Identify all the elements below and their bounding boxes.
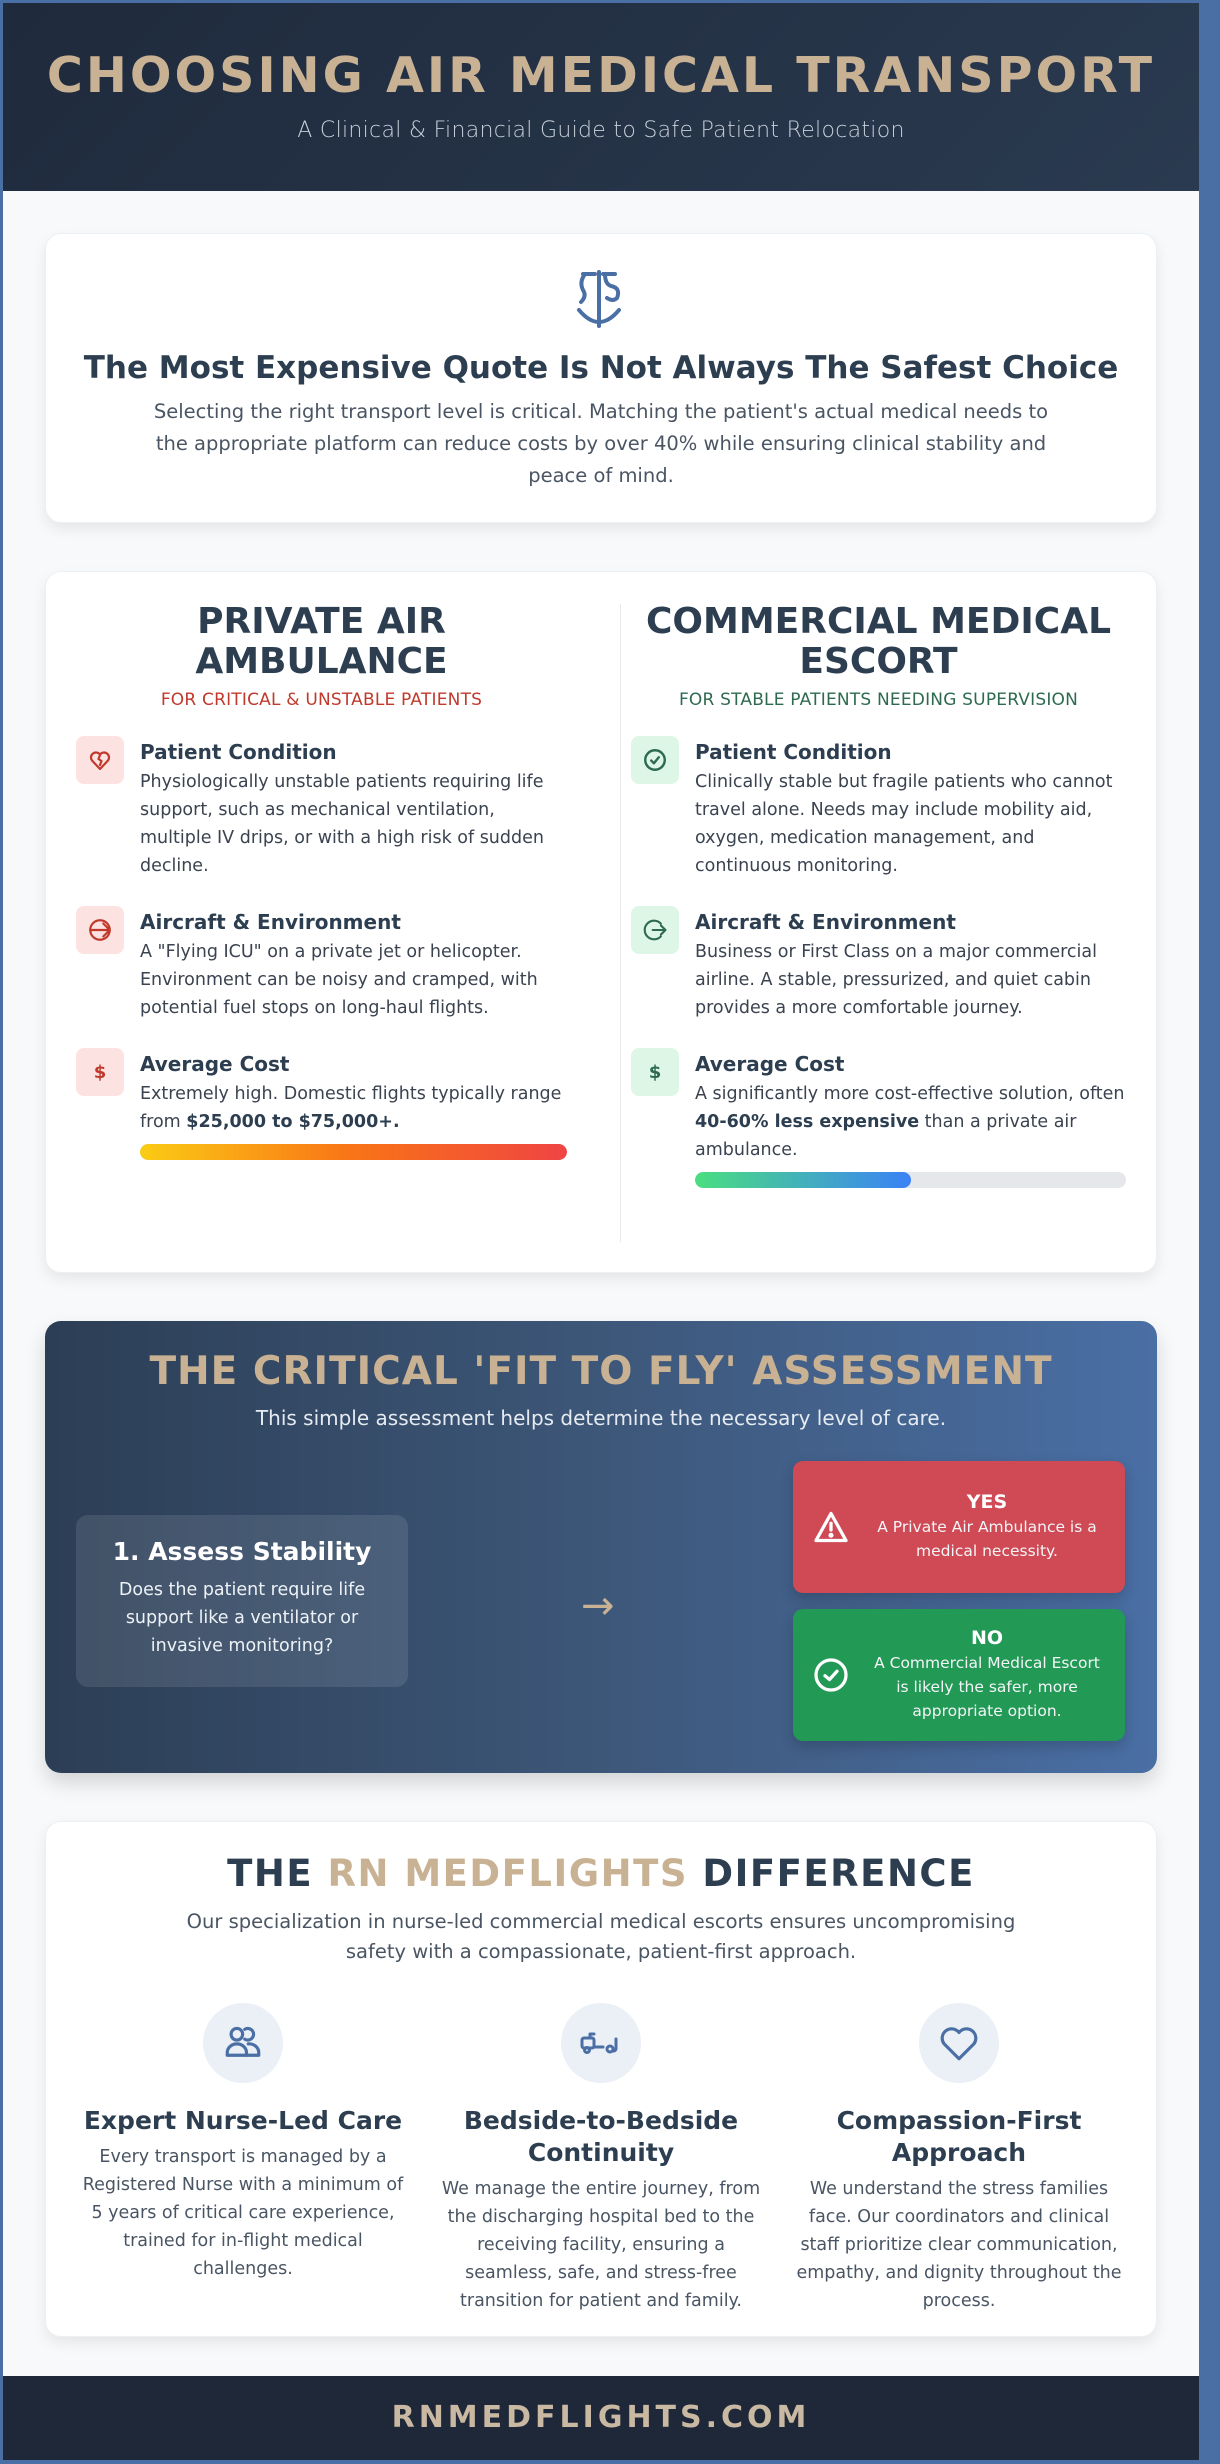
medical-caduceus-icon — [46, 268, 1156, 330]
outcome-label: NO — [970, 1627, 1004, 1649]
brand-name: RN MEDFLIGHTS — [327, 1852, 688, 1895]
feature-title: Average Cost — [695, 1052, 845, 1076]
assessment-title: THE CRITICAL 'FIT TO FLY' ASSESSMENT — [149, 1349, 1053, 1394]
arrow-circle-right-icon — [76, 906, 124, 954]
assess-stability-step — [76, 1515, 408, 1687]
commercial-medical-escort-column — [601, 572, 1156, 1272]
check-circle-icon — [631, 736, 679, 784]
heart-broken-icon — [76, 736, 124, 784]
column-title: PRIVATE AIR AMBULANCE — [195, 601, 448, 682]
heart-icon — [919, 2003, 999, 2083]
feature-text: Physiologically unstable patients requiring life support, such as mechanical ventilation, multiple IV drips, or with a high risk of sudden decline. — [140, 772, 544, 876]
feature-text: A significantly more cost-effective solution, often 40-60% less expensive than a private air ambulance. — [695, 1084, 1125, 1160]
assessment-subtitle: This simple assessment helps determine the necessary level of care. — [255, 1406, 947, 1430]
pillars — [46, 1967, 1156, 2315]
feature-title: Average Cost — [140, 1052, 290, 1076]
feature-text: A "Flying ICU" on a private jet or helicopter. Environment can be noisy and cramped, with potential fuel stops on long-haul flights. — [140, 942, 538, 1018]
cost-range: $25,000 to $75,000+. — [186, 1112, 400, 1132]
dollar-icon: $ — [76, 1048, 124, 1096]
warning-triangle-icon — [793, 1510, 869, 1544]
cost-bar — [140, 1144, 567, 1160]
feature-average-cost — [76, 1052, 567, 1160]
users-icon — [203, 2003, 283, 2083]
comparison-card — [45, 571, 1157, 1273]
feature-title: Patient Condition — [140, 740, 337, 764]
feature-average-cost — [631, 1052, 1126, 1188]
fit-to-fly-assessment — [45, 1321, 1157, 1773]
column-title: COMMERCIAL MEDICAL ESCORT — [645, 601, 1112, 682]
cost-bar-fill — [140, 1144, 567, 1160]
step-title: 1. Assess Stability — [112, 1537, 372, 1566]
pillar-title: Bedside-to-Bedside Continuity — [463, 2106, 739, 2167]
pillar-nurse-led-care — [76, 2003, 410, 2315]
feature-title: Patient Condition — [695, 740, 892, 764]
feature-patient-condition — [76, 740, 567, 880]
page-subtitle: A Clinical & Financial Guide to Safe Patient Relocation — [297, 118, 905, 143]
check-circle-icon — [793, 1657, 869, 1693]
dollar-icon: $ — [631, 1048, 679, 1096]
outcome-no — [793, 1609, 1125, 1741]
cost-bar-fill — [695, 1172, 911, 1188]
pillar-bedside-continuity — [434, 2003, 768, 2315]
feature-text: Extremely high. Domestic flights typically range from $25,000 to $75,000+. — [140, 1084, 562, 1132]
arrow-right-icon: → — [581, 1583, 615, 1629]
intro-card — [45, 233, 1157, 523]
intro-body: Selecting the right transport level is critical. Matching the patient's actual medical needs to the appropriate platform can reduce costs by over 40% while ensuring clinical stability and peace of mind. — [153, 400, 1049, 487]
outcome-yes — [793, 1461, 1125, 1593]
feature-title: Aircraft & Environment — [140, 910, 401, 934]
pillar-title: Expert Nurse-Led Care — [83, 2106, 403, 2135]
difference-title: THE RN MEDFLIGHTS DIFFERENCE — [227, 1852, 975, 1895]
website-link[interactable]: RNMEDFLIGHTS.COM — [391, 2400, 811, 2435]
outcome-text: A Private Air Ambulance is a medical necessity. — [877, 1518, 1097, 1560]
feature-title: Aircraft & Environment — [695, 910, 956, 934]
private-air-ambulance-column — [46, 572, 601, 1272]
intro-heading: The Most Expensive Quote Is Not Always The Safest Choice — [83, 350, 1119, 386]
feature-text: Business or First Class on a major commercial airline. A stable, pressurized, and quiet cabin provides a more comfortable journey. — [695, 942, 1098, 1018]
column-tag: FOR STABLE PATIENTS NEEDING SUPERVISION — [678, 690, 1079, 710]
outcome-text: A Commercial Medical Escort is likely the safer, more appropriate option. — [874, 1654, 1100, 1720]
infographic-page — [3, 3, 1199, 2460]
pillar-text: We understand the stress families face. Our coordinators and clinical staff prioritize clear communication, empathy, and dignity throughout the process. — [796, 2179, 1122, 2311]
difference-subtitle: Our specialization in nurse-led commercial medical escorts ensures uncompromising safety with a compassionate, patient-first approach. — [186, 1910, 1016, 1963]
outcome-label: YES — [966, 1491, 1008, 1513]
pillar-text: Every transport is managed by a Registered Nurse with a minimum of 5 years of critical care experience, trained for in-flight medical challenges. — [82, 2147, 404, 2279]
rn-medflights-difference-card — [45, 1821, 1157, 2337]
feature-aircraft-environment — [631, 910, 1126, 1022]
feature-text: Clinically stable but fragile patients who cannot travel alone. Needs may include mobility aid, oxygen, medication management, and continuous monitoring. — [695, 772, 1113, 876]
column-tag: FOR CRITICAL & UNSTABLE PATIENTS — [160, 690, 483, 710]
wheelchair-transfer-icon — [561, 2003, 641, 2083]
feature-patient-condition — [631, 740, 1126, 880]
step-question: Does the patient require life support like a ventilator or invasive monitoring? — [118, 1580, 366, 1656]
savings-range: 40-60% less expensive — [695, 1112, 920, 1132]
arrow-rotate-right-icon — [631, 906, 679, 954]
page-footer — [3, 2376, 1199, 2460]
pillar-text: We manage the entire journey, from the discharging hospital bed to the receiving facility, ensuring a seamless, safe, and stress-free transition for patient and family. — [441, 2179, 761, 2311]
pillar-compassion-first — [792, 2003, 1126, 2315]
cost-bar — [695, 1172, 1126, 1188]
pillar-title: Compassion-First Approach — [836, 2106, 1082, 2167]
feature-aircraft-environment — [76, 910, 567, 1022]
page-header — [3, 3, 1199, 191]
page-title: CHOOSING AIR MEDICAL TRANSPORT — [46, 47, 1156, 104]
